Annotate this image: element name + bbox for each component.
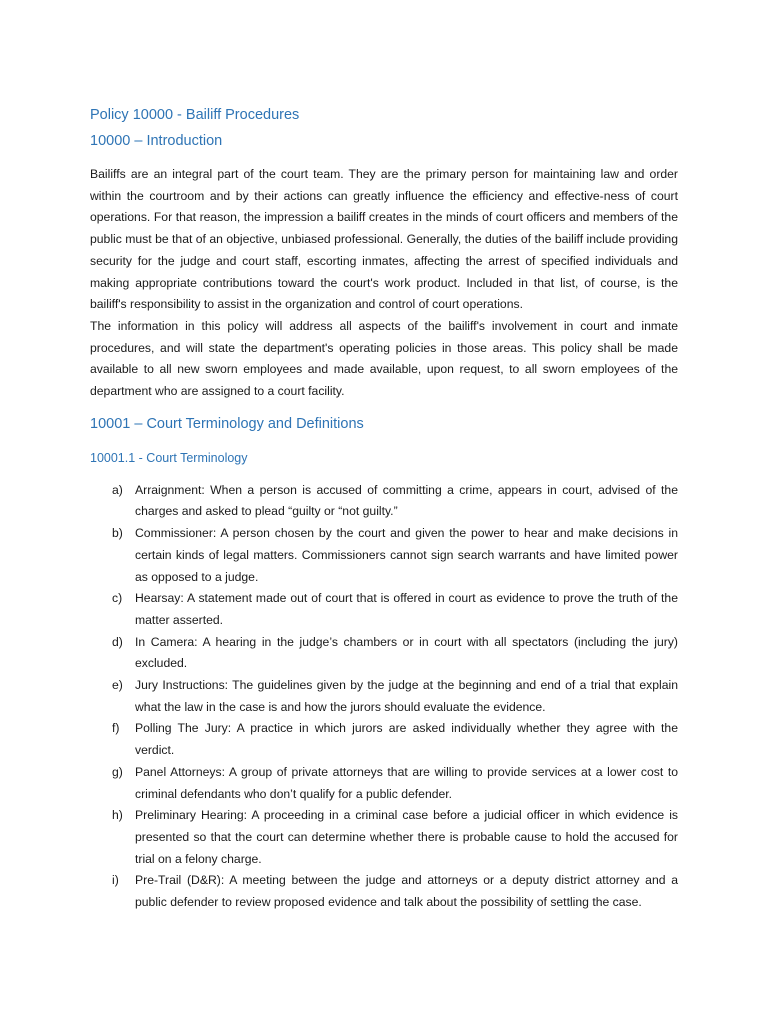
- term-text: Commissioner: A person chosen by the court and given the power to hear and make decisions in certain kinds of legal matters. Commissioners cannot sign search warrants and have limited power as opposed to a judge.: [135, 526, 678, 584]
- list-item: [90, 718, 678, 761]
- term-text: Hearsay: A statement made out of court that is offered in court as evidence to prove the truth of the matter asserted.: [135, 591, 678, 627]
- document-page: [90, 102, 678, 914]
- list-marker: h): [112, 808, 123, 823]
- term-text: In Camera: A hearing in the judge’s chambers or in court with all spectators (including the jury) excluded.: [135, 634, 678, 671]
- list-item: [90, 675, 678, 718]
- term-list: [90, 480, 678, 914]
- list-marker: g): [112, 764, 123, 779]
- list-item: [90, 480, 678, 523]
- intro-paragraph: Bailiffs are an integral part of the court team. They are the primary person for maintaining law and order within the courtroom and by their actions can greatly influence the efficiency and effective-ness of court operations. For that reason, the impression a bailiff creates in the minds of court officers and members of the public must be that of an objective, unbiased professional. Generally, the duties of the bailiff include providing security for the judge and court staff, escorting inmates, affecting the arrest of specified individuals and making appropriate contributions toward the court's work product. Included in that list, of course, is the bailiff's responsibility to assist in the organization and control of court operations.: [90, 167, 678, 312]
- list-marker: d): [112, 634, 123, 649]
- list-item: [90, 870, 678, 913]
- list-marker: e): [112, 678, 123, 693]
- term-text: Jury Instructions: The guidelines given by the judge at the beginning and end of a trial that explain what the law in the case is and how the jurors should evaluate the evidence.: [135, 678, 678, 714]
- terminology-heading: 10001 – Court Terminology and Definitions: [90, 415, 364, 432]
- list-item: [90, 588, 678, 631]
- term-text: Panel Attorneys: A group of private attorneys that are willing to provide services at a lower cost to criminal defendants who don’t qualify for a public defender.: [135, 764, 678, 801]
- list-item: [90, 805, 678, 870]
- terminology-subheading: 10001.1 - Court Terminology: [90, 450, 248, 465]
- term-text: Arraignment: When a person is accused of committing a crime, appears in court, advised of the charges and asked to plead “guilty or “not guilty.”: [135, 482, 678, 519]
- term-text: Preliminary Hearing: A proceeding in a criminal case before a judicial officer in which evidence is presented so that the court can determine whether there is probable cause to hold the accused for trial on a felony charge.: [135, 808, 678, 866]
- list-marker: c): [112, 591, 123, 606]
- list-marker: f): [112, 721, 120, 736]
- term-text: Polling The Jury: A practice in which jurors are asked individually whether they agree with the verdict.: [135, 721, 678, 758]
- list-item: [90, 632, 678, 675]
- intro-paragraph: The information in this policy will address all aspects of the bailiff's involvement in court and inmate procedures, and will state the department's operating policies in those areas. This policy shall be made available to all new sworn employees and made available, upon request, to all sworn employees of the department who are assigned to a court facility.: [90, 318, 678, 399]
- list-item: [90, 523, 678, 588]
- list-item: [90, 762, 678, 805]
- policy-title: Policy 10000 - Bailiff Procedures: [90, 107, 300, 123]
- term-text: Pre-Trail (D&R): A meeting between the judge and attorneys or a deputy district attorney and a public defender to review proposed evidence and talk about the possibility of settling the case.: [135, 873, 678, 910]
- list-marker: a): [112, 482, 123, 497]
- list-marker: i): [112, 873, 119, 888]
- list-marker: b): [112, 526, 123, 541]
- intro-heading: 10000 – Introduction: [90, 133, 223, 149]
